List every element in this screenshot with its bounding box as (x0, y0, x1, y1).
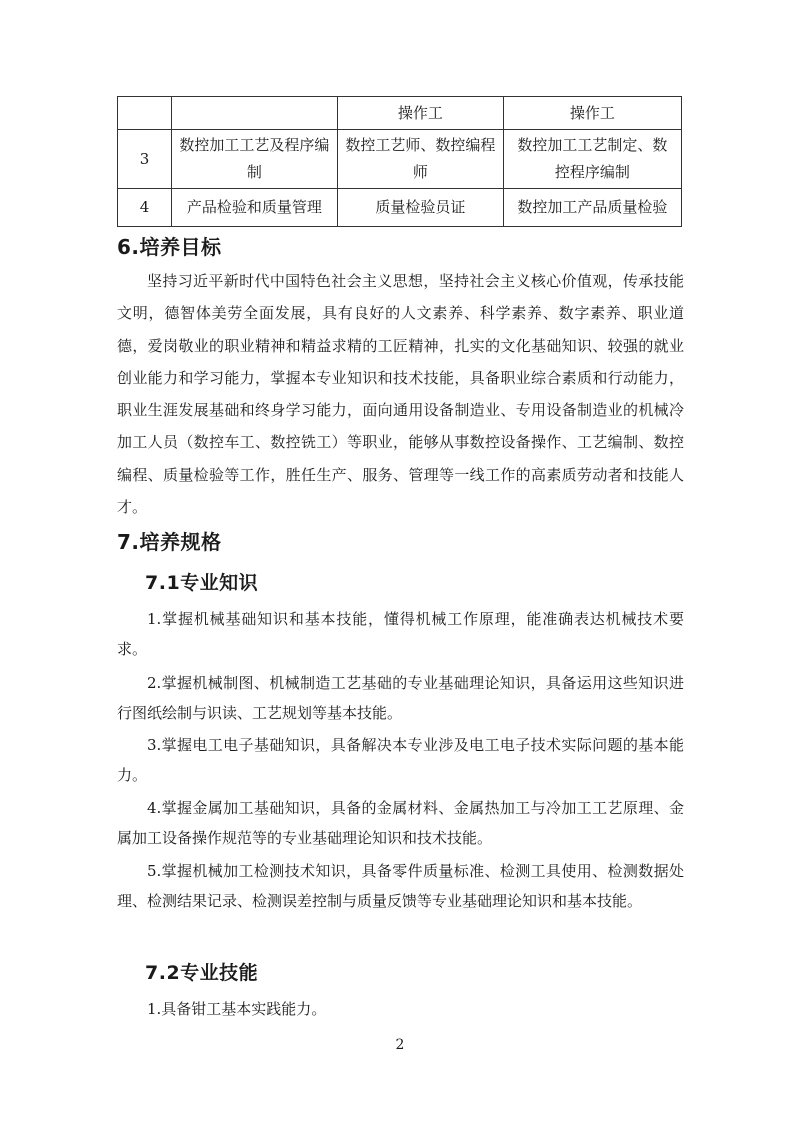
table-cell-position: 操作工 (503, 97, 681, 130)
training-goal-paragraph: 坚持习近平新时代中国特色社会主义思想，坚持社会主义核心价值观，传承技能文明，德智体美劳全面发展，具有良好的人文素养、科学素养、数字素养、职业道德，爱岗敬业的职业精神和精益求精的工匠精神，扎实的文化基础知识、较强的就业创业能力和学习能力，掌握本专业知识和技术技能，具备职业综合素质和行动能力，职业生涯发展基础和终身学习能力，面向通用设备制造业、专用设备制造业的机械冷加工人员（数控车工、数控铣工）等职业，能够从事数控设备操作、工艺编制、数控编程、质量检验等工作，胜任生产、服务、管理等一线工作的高素质劳动者和技能人才。 (117, 272, 684, 517)
table-cell-index: 4 (118, 189, 172, 227)
section-heading-training-spec: 7.培养规格 (117, 530, 222, 554)
table-cell-course (171, 97, 337, 130)
table-row (118, 189, 682, 227)
subsection-heading-knowledge: 7.1专业知识 (145, 572, 259, 594)
skill-item: 1.具备钳工基本实践能力。 (147, 1000, 327, 1018)
cell-text: 数控加工工艺及程序编制 (179, 136, 330, 181)
table-cell-certificate: 质量检验员证 (337, 189, 503, 227)
qualification-table (117, 96, 682, 227)
knowledge-item: 4.掌握金属加工基础知识，具备的金属材料、金属热加工与冷加工工艺原理、金属加工设备操作规范等的专业基础理论知识和技术技能。 (117, 799, 684, 847)
table-cell-certificate: 操作工 (337, 97, 503, 130)
cell-text: 数控加工工艺制定、数控程序编制 (517, 136, 668, 181)
table-cell-position (503, 130, 681, 189)
section-heading-training-goal: 6.培养目标 (117, 235, 222, 259)
table-row (118, 97, 682, 130)
table-row (118, 130, 682, 189)
table-cell-index: 3 (118, 130, 172, 189)
knowledge-item: 2.掌握机械制图、机械制造工艺基础的专业基础理论知识，具备运用这些知识进行图纸绘制与识读、工艺规划等基本技能。 (117, 674, 684, 722)
table-cell-index (118, 97, 172, 130)
page-number: 2 (395, 1037, 405, 1053)
table-cell-position: 数控加工产品质量检验 (503, 189, 681, 227)
table-cell-certificate (337, 130, 503, 189)
table-cell-course: 产品检验和质量管理 (171, 189, 337, 227)
cell-text: 数控工艺师、数控编程师 (345, 136, 496, 181)
subsection-heading-skills: 7.2专业技能 (145, 962, 259, 984)
knowledge-item: 3.掌握电工电子基础知识，具备解决本专业涉及电工电子技术实际问题的基本能力。 (117, 736, 684, 784)
knowledge-item: 1.掌握机械基础知识和基本技能，懂得机械工作原理，能准确表达机械技术要求。 (117, 610, 684, 658)
knowledge-item: 5.掌握机械加工检测技术知识，具备零件质量标准、检测工具使用、检测数据处理、检测结果记录、检测误差控制与质量反馈等专业基础理论知识和基本技能。 (117, 862, 684, 910)
table-cell-course (171, 130, 337, 189)
